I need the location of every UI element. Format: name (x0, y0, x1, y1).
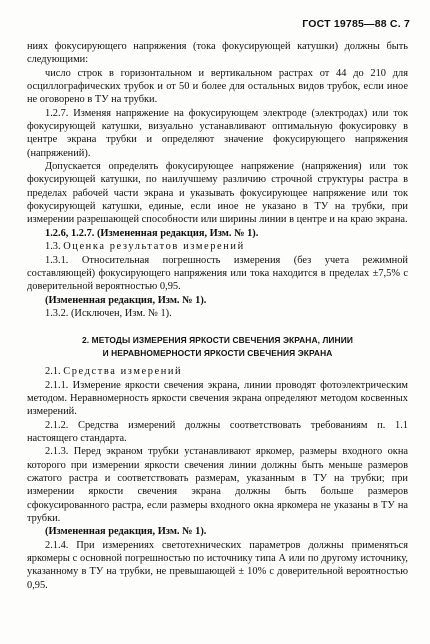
subsection-number: 2.1. (45, 366, 61, 378)
paragraph-allowance: Допускается определять фокусирующее напряжение (напряжения) или ток фокусирующей катушки, по наилучшему различию строчной структуры растра в пределах рабочей части экрана и указывать фокусирующее напряжение или ток фокусирующей катушки, единые, если иное не указано в ТУ на трубки, при измерении разрешающей способности или ширины линии в центре и на краю экрана. (27, 161, 408, 226)
subsection-title: Средства измерений (63, 366, 183, 378)
paragraph-2-1-1: 2.1.1. Измерение яркости свечения экрана, линии проводят фотоэлектрическим методом. Неравномерность яркости свечения экрана определяют методом косвенных измерений. (27, 379, 408, 418)
section-title-line-1: 2. МЕТОДЫ ИЗМЕРЕНИЯ ЯРКОСТИ СВЕЧЕНИЯ ЭКРАНА, ЛИНИИ (82, 335, 353, 346)
paragraph-amendment-1 (27, 227, 408, 240)
paragraph-2-1-4: 2.1.4. При измерениях светотехнических параметров должны применяться яркомеры с основной погрешностью по источнику типа А или по другому источнику, указанному в ТУ на трубки, не превышающей ± 10% с доверительной вероятностью 0,95. (27, 539, 408, 591)
paragraph-2-1-3: 2.1.3. Перед экраном трубки устанавливают яркомер, размеры входного окна которого при измерении яркости свечения линии должны быть меньше размеров сжатого растра и соответствовать размерам, указанным в ТУ на трубки; при измерении яркости свечения экрана должны быть больше размеров сфокусированного растра, если размеры входного окна яркомера не указаны в ТУ на трубки. (27, 446, 408, 524)
page-header: ГОСТ 19785—88 С. 7 (302, 18, 410, 30)
section-title-line-2: И НЕРАВНОМЕРНОСТИ ЯРКОСТИ СВЕЧЕНИЯ ЭКРАНА (102, 347, 333, 358)
paragraph-line-count: число строк в горизонтальном и вертикальном растрах от 44 до 210 для осциллографических трубок и от 50 и более для остальных видов трубок, если иное не оговорено в ТУ на трубки. (27, 67, 408, 106)
paragraph-amendment-3: (Измененная редакция, Изм. № 1). (45, 526, 207, 538)
paragraph-amendment-2: (Измененная редакция, Изм. № 1). (45, 294, 207, 306)
subsection-1-3 (27, 240, 408, 253)
subsection-number: 1.3. (45, 241, 61, 253)
paragraph-continuation: ниях фокусирующего напряжения (тока фокусирующей катушки) должны быть следующими: (27, 41, 408, 66)
paragraph-2-1-2: 2.1.2. Средства измерений должны соответствовать требованиям п. 1.1 настоящего стандарта. (27, 419, 408, 444)
paragraph-1-2-7: 1.2.7. Изменяя напряжение на фокусирующем электроде (электродах) или ток фокусирующей катушки, визуально устанавливают оптимальную фокусировку в центре экрана трубки и определяют значение фокусирующего напряжения (напряжений). (27, 107, 408, 159)
document-body (27, 40, 408, 592)
paragraph-1-3-1: 1.3.1. Относительная погрешность измерения (без учета режимной составляющей) фокусирующего напряжения или тока находится в пределах ±7,5% с доверительной вероятностью 0,95. (27, 254, 408, 293)
section-title (27, 334, 408, 359)
subsection-title: Оценка результатов измерений (63, 241, 245, 253)
paragraph-1-3-2: 1.3.2. (Исключен, Изм. № 1). (45, 307, 172, 319)
amendment-text: 1.2.6, 1.2.7. (Измененная редакция, Изм. № 1). (45, 227, 259, 239)
subsection-2-1 (27, 365, 408, 378)
